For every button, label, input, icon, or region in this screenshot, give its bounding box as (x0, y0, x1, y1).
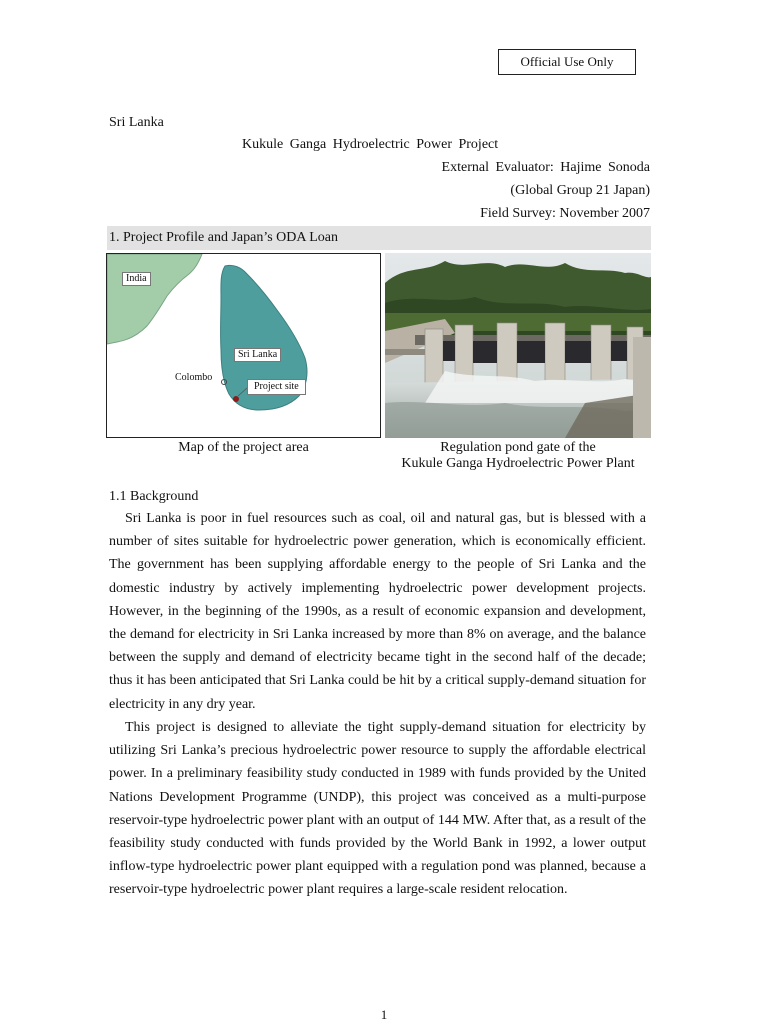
project-site-label: Project site (247, 379, 306, 395)
project-map (106, 253, 381, 438)
background-heading: 1.1 Background (109, 489, 199, 504)
section-heading: 1. Project Profile and Japan’s ODA Loan (107, 226, 651, 250)
photo-caption-line-2: Kukule Ganga Hydroelectric Power Plant (401, 456, 635, 471)
country-heading: Sri Lanka (109, 115, 164, 130)
photo-caption (385, 440, 651, 472)
project-site-marker (233, 396, 239, 402)
regulation-pond-gate-photo (385, 253, 651, 438)
india-landmass (107, 254, 202, 344)
field-survey-line: Field Survey: November 2007 (480, 206, 650, 221)
background-paragraph-2: This project is designed to alleviate the tight supply-demand situation for electricity by utilizing Sri Lanka’s precious hydroelectric power resource to supply the affordable electrical power. In a preliminary feasibility study conducted in 1989 with funds provided by the United Nations Development Programme (UNDP), this project was conceived as a multi-purpose reservoir-type hydroelectric power plant with an output of 144 MW. After that, as a result of the feasibility study conducted with funds provided by the World Bank in 1992, a lower output inflow-type hydroelectric power plant equipped with a regulation pond was planned, because a reservoir-type hydroelectric power plant requires a large-scale resident relocation. (109, 720, 646, 898)
official-use-stamp: Official Use Only (498, 49, 636, 75)
project-title: Kukule Ganga Hydroelectric Power Project (242, 137, 499, 152)
organization-line: (Global Group 21 Japan) (510, 183, 650, 198)
dam-photo-graphic (385, 253, 651, 438)
photo-caption-line-1: Regulation pond gate of the (440, 440, 596, 455)
sri-lanka-label: Sri Lanka (234, 348, 281, 362)
page-number: 1 (380, 1007, 388, 1022)
colombo-label: Colombo (175, 372, 213, 383)
evaluator-line: External Evaluator: Hajime Sonoda (441, 160, 650, 175)
india-label: India (122, 272, 151, 286)
background-paragraph-1: Sri Lanka is poor in fuel resources such as coal, oil and natural gas, but is blessed with a number of sites suitable for hydroelectric power generation, which is economically efficient. The government has been supplying affordable energy to the people of Sri Lanka and the domestic industry by actively implementing hydroelectric power development projects. However, in the beginning of the 1990s, as a result of economic expansion and development, the demand for electricity in Sri Lanka increased by more than 8% on average, and the balance between the supply and demand of electricity became tight in the second half of the decade; thus it has been anticipated that Sri Lanka could be hit by a critical supply-demand situation for electricity in any dry year. (109, 511, 646, 712)
map-caption: Map of the project area (178, 440, 309, 455)
